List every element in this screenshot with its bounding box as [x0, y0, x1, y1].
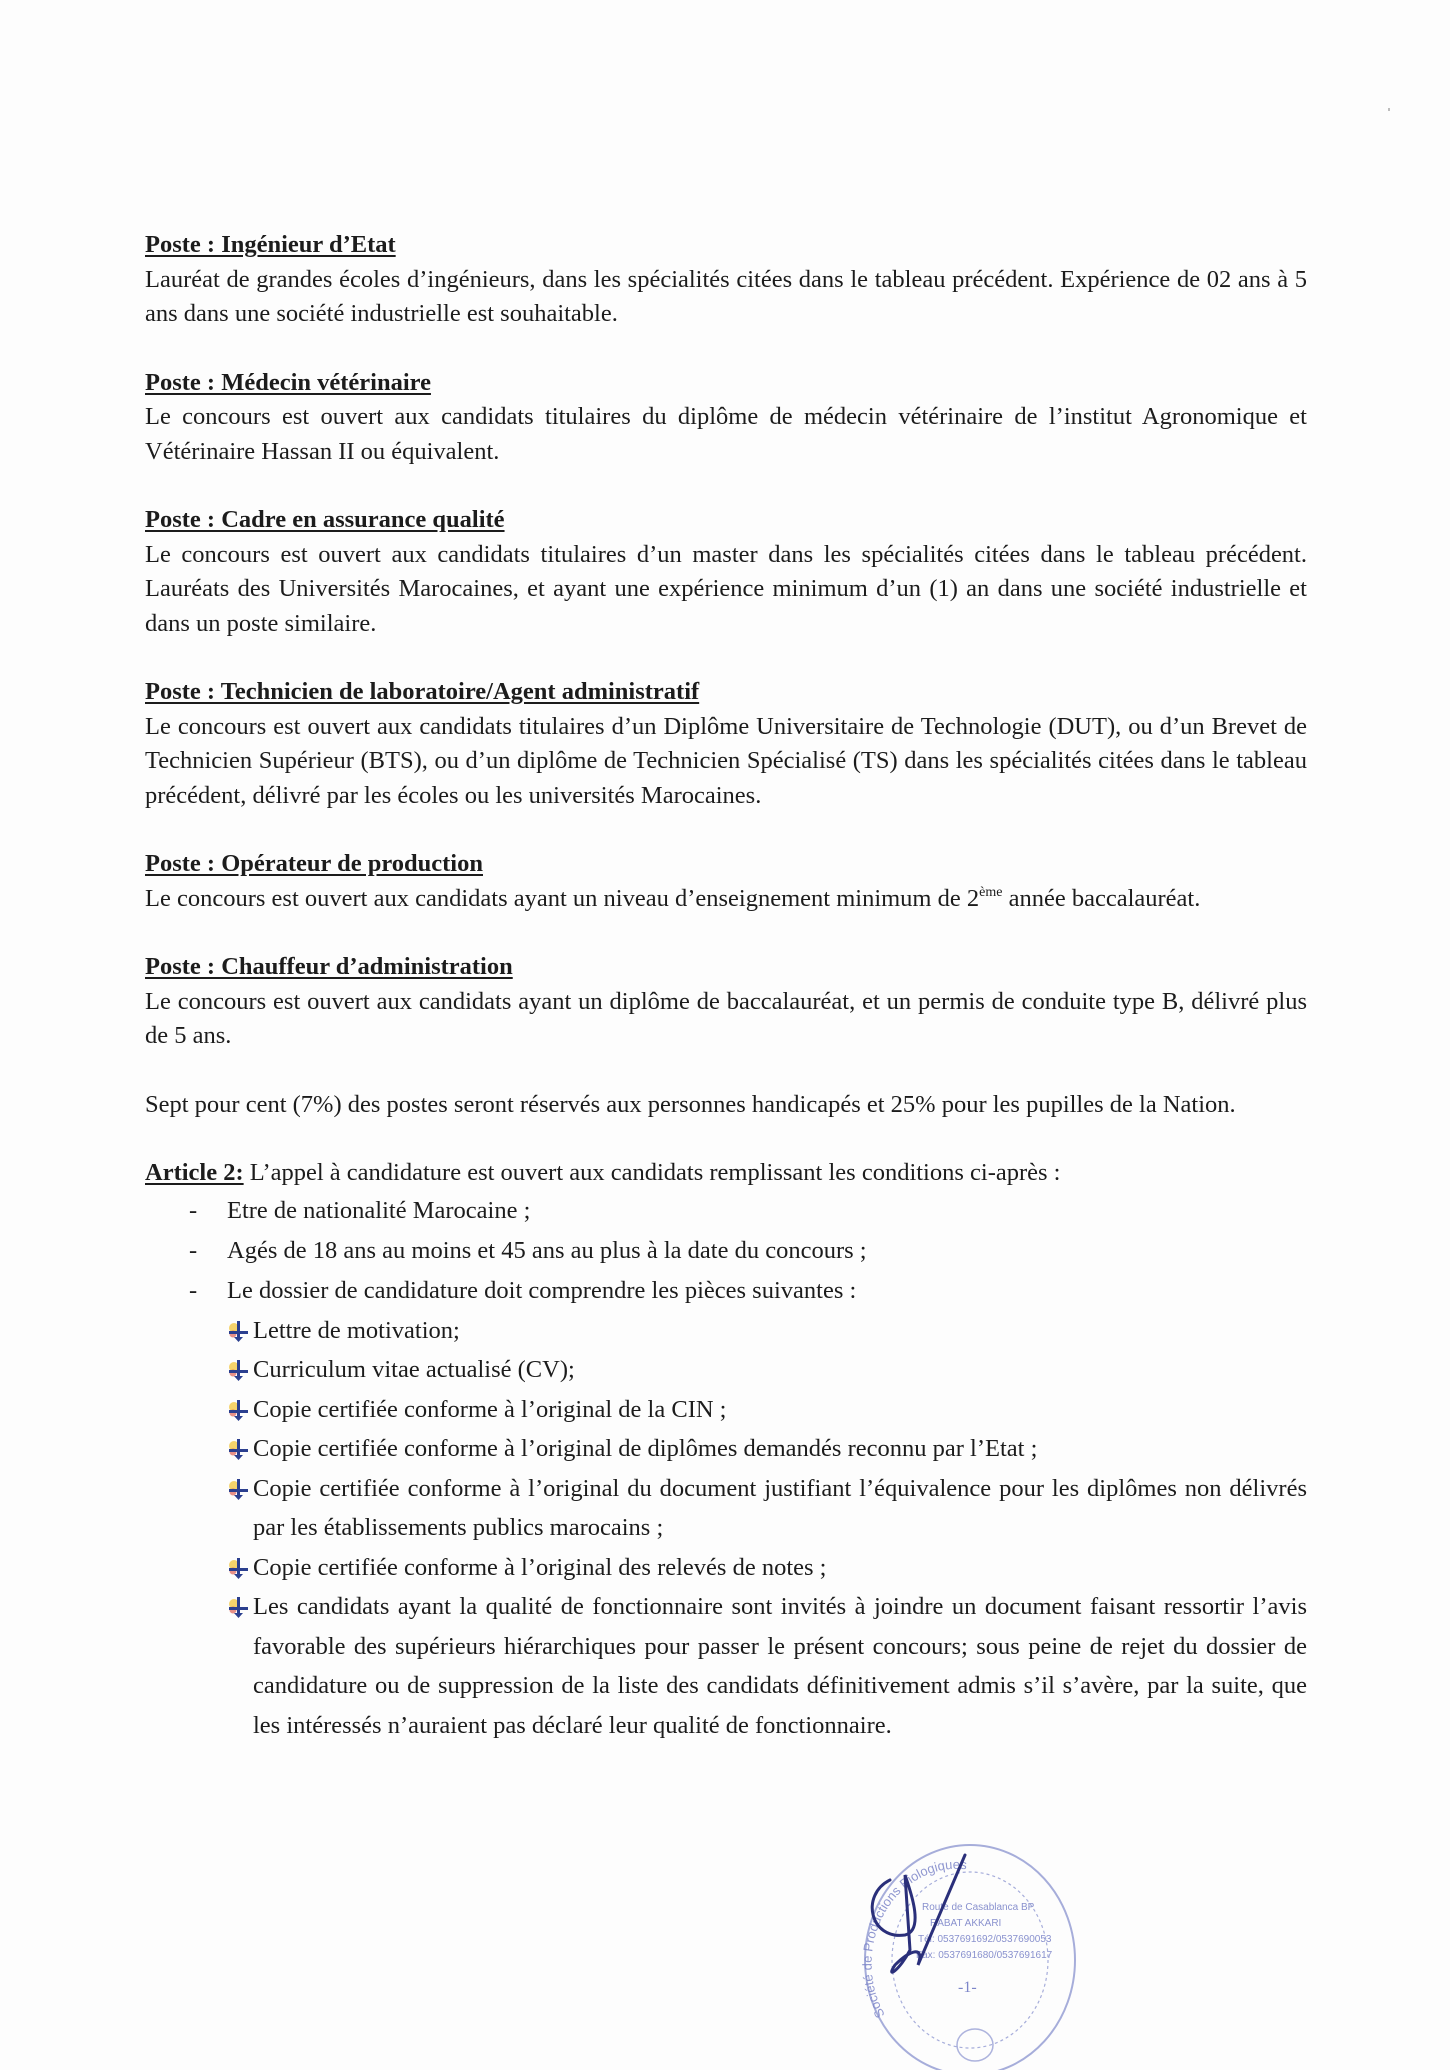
piece-item: [227, 1587, 1307, 1745]
section-heading: Poste : Cadre en assurance qualité: [145, 506, 505, 533]
section-body: Le concours est ouvert aux candidats titulaires du diplôme de médecin vétérinaire de l’institut Agronomique et Vétérinaire Hassan II ou équivalent.: [145, 403, 1307, 465]
quota-section: [145, 1088, 1307, 1123]
piece-item: [227, 1429, 1307, 1469]
section-heading: Poste : Chauffeur d’administration: [145, 953, 513, 980]
piece-item: [227, 1311, 1307, 1351]
document-page: [145, 228, 1307, 1745]
superscript: ème: [979, 884, 1003, 900]
down-arrow-bullet-icon: [227, 1557, 249, 1579]
piece-item: [227, 1469, 1307, 1548]
section-heading: Poste : Technicien de laboratoire/Agent administratif: [145, 678, 700, 705]
piece-text: Copie certifiée conforme à l’original de la CIN ;: [253, 1395, 727, 1423]
section-operateur-production: [145, 847, 1307, 916]
body-text-part: année baccalauréat.: [1002, 884, 1201, 912]
section-body: [145, 882, 1307, 917]
dash-marker: -: [189, 1196, 198, 1224]
dash-marker: -: [189, 1236, 198, 1264]
section-cadre-assurance-qualite: [145, 503, 1307, 641]
article-intro: L’appel à candidature est ouvert aux candidats remplissant les conditions ci-après :: [243, 1159, 1061, 1186]
scan-speck: [1388, 108, 1390, 111]
stamp-line: RABAT AKKARI: [930, 1918, 1002, 1929]
body-text-part: Le concours est ouvert aux candidats ayant un niveau d’enseignement minimum de 2: [145, 884, 980, 912]
stamp-line: Tél: 0537691692/0537690053: [918, 1934, 1052, 1945]
piece-text: Copie certifiée conforme à l’original de diplômes demandés reconnu par l’Etat ;: [253, 1435, 1038, 1462]
section-technicien-laboratoire: [145, 675, 1307, 813]
piece-text: Lettre de motivation;: [253, 1316, 460, 1344]
section-medecin-veterinaire: [145, 366, 1307, 470]
down-arrow-bullet-icon: [227, 1399, 249, 1421]
article-2-intro-line: [145, 1156, 1307, 1191]
section-ingenieur-etat: [145, 228, 1307, 332]
piece-text: Copie certifiée conforme à l’original du document justifiant l’équivalence pour les diplômes non délivrés par les établissements publics marocains ;: [253, 1474, 1307, 1541]
section-heading: Poste : Ingénieur d’Etat: [145, 231, 396, 258]
piece-text: Copie certifiée conforme à l’original des relevés de notes ;: [253, 1553, 827, 1581]
down-arrow-bullet-icon: [227, 1320, 249, 1342]
piece-item: [227, 1548, 1307, 1588]
company-stamp: [830, 1840, 1110, 2070]
section-body: Lauréat de grandes écoles d’ingénieurs, dans les spécialités citées dans le tableau précédent. Expérience de 02 ans à 5 ans dans une société industrielle est souhaitable.: [145, 265, 1307, 327]
condition-text: Le dossier de candidature doit comprendre les pièces suivantes :: [227, 1276, 857, 1304]
down-arrow-bullet-icon: [227, 1596, 249, 1618]
pieces-list: [227, 1311, 1307, 1746]
section-body: Le concours est ouvert aux candidats ayant un diplôme de baccalauréat, et un permis de conduite type B, délivré plus de 5 ans.: [145, 987, 1307, 1049]
conditions-list: [145, 1191, 1307, 1746]
down-arrow-bullet-icon: [227, 1359, 249, 1381]
stamp-page-marker: -1-: [958, 1979, 977, 1996]
down-arrow-bullet-icon: [227, 1438, 249, 1460]
condition-item: [189, 1231, 1307, 1271]
section-body: Le concours est ouvert aux candidats titulaires d’un master dans les spécialités citées dans le tableau précédent. Lauréats des Universités Marocaines, et ayant une expérience minimum d’un (1) an dans une société industrielle et dans un poste similaire.: [145, 540, 1307, 637]
condition-item: [189, 1271, 1307, 1746]
piece-item: [227, 1350, 1307, 1390]
section-heading: Poste : Opérateur de production: [145, 850, 483, 877]
condition-text: Agés de 18 ans au moins et 45 ans au plus à la date du concours ;: [227, 1236, 867, 1264]
stamp-line: Route de Casablanca BP: [922, 1902, 1035, 1913]
stamp-line: Fax: 0537691680/0537691617: [916, 1950, 1053, 1961]
section-heading: Poste : Médecin vétérinaire: [145, 368, 431, 396]
dash-marker: -: [189, 1276, 198, 1304]
piece-item: [227, 1390, 1307, 1430]
down-arrow-bullet-icon: [227, 1478, 249, 1500]
quota-paragraph: Sept pour cent (7%) des postes seront réservés aux personnes handicapés et 25% pour les pupilles de la Nation.: [145, 1090, 1236, 1118]
stamp-emblem: [957, 2029, 993, 2061]
section-chauffeur-administration: [145, 950, 1307, 1054]
condition-text: Etre de nationalité Marocaine ;: [227, 1196, 531, 1224]
stamp-company-text: Société de Productions Biologiques: [859, 1856, 968, 2021]
section-body: Le concours est ouvert aux candidats titulaires d’un Diplôme Universitaire de Technologie (DUT), ou d’un Brevet de Technicien Supérieur (BTS), ou d’un diplôme de Technicien Spécialisé (TS) dans les spécialités citées dans le tableau précédent, délivré par les écoles ou les universités Marocaines.: [145, 712, 1307, 809]
condition-item: [189, 1191, 1307, 1231]
piece-text: Les candidats ayant la qualité de fonctionnaire sont invités à joindre un document faisant ressortir l’avis favorable des supérieurs hiérarchiques pour passer le présent concours; sous peine de rejet du dossier de candidature ou de suppression de la liste des candidats définitivement admis s’il s’avère, par la suite, que les intéressés n’auraient pas déclaré leur qualité de fonctionnaire.: [253, 1593, 1307, 1739]
article-label: Article 2:: [145, 1159, 244, 1186]
article-2: [145, 1156, 1307, 1745]
piece-text: Curriculum vitae actualisé (CV);: [253, 1356, 575, 1383]
